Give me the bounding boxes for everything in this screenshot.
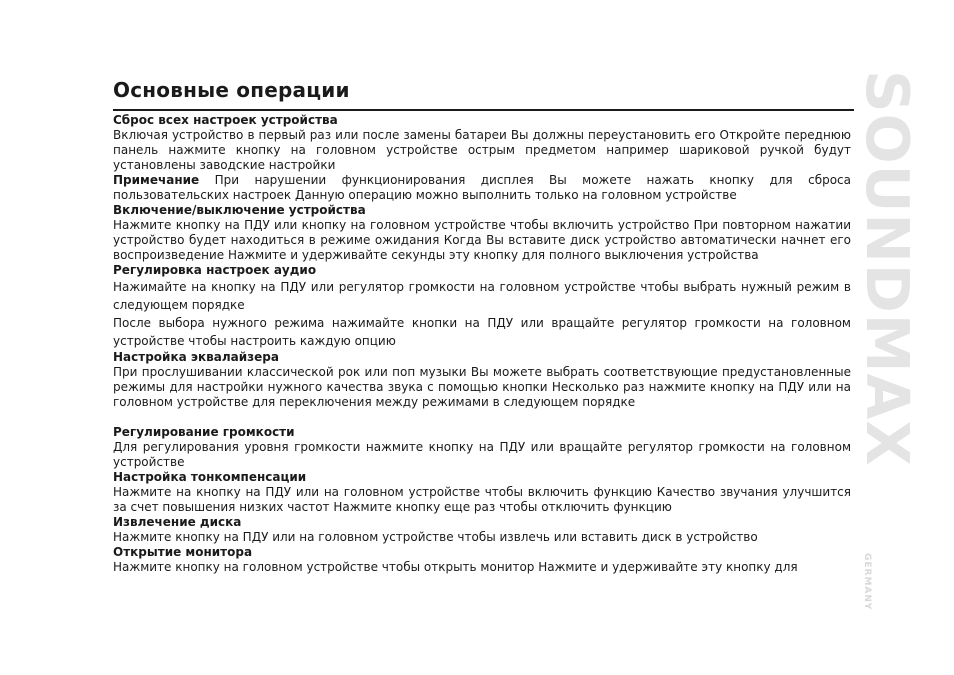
section-heading-eq: Настройка эквалайзера bbox=[113, 350, 279, 364]
power-paragraph: Нажмите кнопку на ПДУ или кнопку на головном устройстве чтобы включить устройство При повторном нажатии устройство будет находиться в режиме ожидания Когда Вы вставите диск устройство автоматически начнет его воспроизведение Нажмите и удерживайте секунды эту кнопку для полного выключения устройства bbox=[113, 218, 851, 262]
brand-watermark bbox=[853, 70, 922, 560]
reset-note bbox=[113, 173, 851, 203]
audio-paragraph-2: После выбора нужного режима нажимайте кнопки на ПДУ или вращайте регулятор громкости на головном устройстве чтобы настроить каждую опцию bbox=[113, 316, 851, 348]
section-heading-eject: Извлечение диска bbox=[113, 515, 242, 529]
volume-paragraph: Для регулирования уровня громкости нажмите кнопку на ПДУ или вращайте регулятор громкости на головном устройстве bbox=[113, 440, 851, 469]
brand-tagline: GERMANY bbox=[862, 553, 872, 611]
title-divider bbox=[113, 109, 854, 111]
spacer bbox=[113, 410, 851, 425]
monitor-paragraph: Нажмите кнопку на головном устройстве чтобы открыть монитор Нажмите и удерживайте эту кнопку для bbox=[113, 560, 798, 574]
section-heading-monitor: Открытие монитора bbox=[113, 545, 253, 559]
section-heading-volume: Регулирование громкости bbox=[113, 425, 295, 439]
document-body bbox=[113, 113, 851, 575]
reset-paragraph: Включая устройство в первый раз или после замены батареи Вы должны переустановить его Откройте переднюю панель нажмите кнопку на головном устройстве острым предметом например шариковой ручкой будут установлены заводские настройки bbox=[113, 128, 851, 172]
section-heading-power: Включение/выключение устройства bbox=[113, 203, 366, 217]
eq-paragraph: При прослушивании классической рок или поп музыки Вы можете выбрать соответствующие предустановленные режимы для настройки нужного качества звука с помощью кнопки Несколько раз нажмите кнопку на ПДУ или на головном устройстве для переключения между режимами в следующем порядке bbox=[113, 365, 851, 409]
section-heading-reset: Сброс всех настроек устройства bbox=[113, 113, 338, 127]
loudness-paragraph: Нажмите на кнопку на ПДУ или на головном устройстве чтобы включить функцию Качество звучания улучшится за счет повышения низких частот Нажмите кнопку еще раз чтобы отключить функцию bbox=[113, 485, 851, 514]
note-label: Примечание bbox=[113, 173, 200, 187]
section-heading-audio: Регулировка настроек аудио bbox=[113, 263, 317, 277]
section-heading-loudness: Настройка тонкомпенсации bbox=[113, 470, 307, 484]
eject-paragraph: Нажмите кнопку на ПДУ или на головном устройстве чтобы извлечь или вставить диск в устройство bbox=[113, 530, 758, 544]
audio-paragraph-1: Нажимайте на кнопку на ПДУ или регулятор громкости на головном устройстве чтобы выбрать нужный режим в следующем порядке bbox=[113, 280, 851, 312]
brand-logo-text: SOUNDMAX bbox=[853, 70, 922, 467]
page-title: Основные операции bbox=[113, 78, 350, 102]
note-text: При нарушении функционирования дисплея Вы можете нажать кнопку для сброса пользовательских настроек Данную операцию можно выполнить только на головном устройстве bbox=[113, 173, 851, 202]
